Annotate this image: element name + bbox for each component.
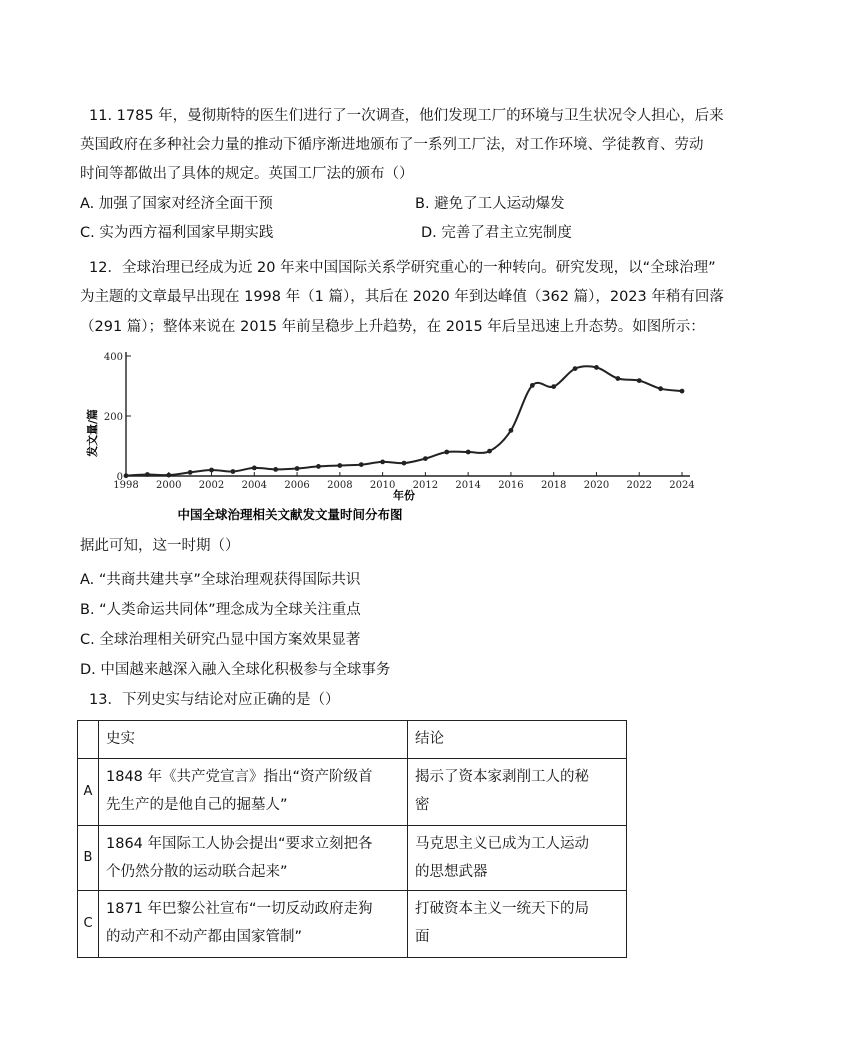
data-point [231, 469, 236, 474]
q12-stem-line-1: 12．全球治理已经成为近 20 年来中国国际关系学研究重心的一种转向。研究发现，以“全球治理” [89, 260, 716, 276]
conclusion-line: 马克思主义已成为工人运动 [415, 836, 589, 852]
x-tick-label: 2022 [626, 480, 652, 491]
data-point [573, 366, 578, 371]
q11-stem-line-3: 时间等都做出了具体的规定。英国工厂法的颁布（） [80, 166, 414, 182]
y-tick-label: 200 [103, 412, 123, 423]
q13-stem: 13．下列史实与结论对应正确的是（） [89, 692, 340, 708]
x-tick-label: 2014 [455, 480, 481, 491]
fact-line: 先生产的是他自己的掘墓人” [106, 797, 288, 813]
fact-line: 个仍然分散的运动联合起来” [106, 864, 288, 880]
data-point [594, 365, 599, 370]
q13-table [77, 720, 627, 958]
data-point [316, 464, 321, 469]
data-point [359, 462, 364, 467]
x-tick-label: 2020 [583, 480, 610, 491]
x-tick-label: 2004 [241, 480, 268, 491]
y-tick-label: 0 [116, 472, 123, 483]
data-point [444, 450, 449, 455]
q12-question-prompt: 据此可知，这一时期（） [80, 538, 240, 554]
fact-cell [99, 759, 408, 826]
conclusion-cell [408, 826, 627, 891]
x-tick-label: 2006 [284, 480, 310, 491]
q11-stem-line-1: 11. 1785 年，曼彻斯特的医生们进行了一次调查，他们发现工厂的环境与卫生状况令人担心，后来 [89, 108, 724, 124]
q12-option-c: C. 全球治理相关研究凸显中国方案效果显著 [80, 632, 361, 648]
row-label: C [78, 891, 99, 958]
x-tick-label: 2002 [198, 480, 225, 491]
x-axis-label: 年份 [393, 489, 415, 502]
fact-cell [99, 826, 408, 891]
x-tick-label: 2016 [498, 480, 524, 491]
header-label-cell [78, 721, 99, 759]
data-point [509, 428, 514, 433]
fact-line: 的动产和不动产都由国家管制” [106, 929, 303, 945]
data-point [466, 450, 471, 455]
data-points [124, 365, 685, 478]
q11-option-b: B. 避免了工人运动爆发 [415, 196, 565, 212]
data-point [124, 473, 129, 478]
y-axis-label: 发文量/篇 [86, 408, 99, 458]
x-tick-label: 2018 [540, 480, 567, 491]
conclusion-line: 密 [415, 797, 430, 813]
q11-option-d: D. 完善了君主立宪制度 [421, 225, 572, 241]
fact-line: 1871 年巴黎公社宣布“一切反动政府走狗 [106, 901, 373, 917]
data-point [166, 473, 171, 478]
q12-stem-line-3: （291 篇）；整体来说在 2015 年前呈稳步上升趋势，在 2015 年后呈迅速上升态势。如图所示： [80, 319, 705, 335]
x-tick-label: 2000 [156, 480, 182, 491]
x-tick-label: 2012 [412, 480, 439, 491]
data-point [487, 449, 492, 454]
data-point [252, 466, 257, 471]
header-conclusion: 结论 [408, 721, 627, 759]
q12-option-d: D. 中国越来越深入融入全球化积极参与全球事务 [80, 662, 391, 678]
table-header-row [78, 721, 627, 759]
q12-option-b: B. “人类命运共同体”理念成为全球关注重点 [80, 602, 361, 618]
data-point [615, 376, 620, 381]
data-point [551, 384, 556, 389]
fact-cell [99, 891, 408, 958]
data-point [423, 456, 428, 461]
table-row [78, 826, 627, 891]
x-tick-label: 2024 [669, 480, 695, 491]
data-point [337, 463, 342, 468]
data-point [273, 467, 278, 472]
x-tick-label: 2008 [327, 480, 353, 491]
conclusion-line: 打破资本主义一统天下的局 [415, 901, 589, 917]
row-label: A [78, 759, 99, 826]
conclusion-cell [408, 891, 627, 958]
data-point [658, 386, 663, 391]
header-fact: 史实 [99, 721, 408, 759]
data-point [530, 383, 535, 388]
q11-stem-line-2: 英国政府在多种社会力量的推动下循序渐进地颁布了一系列工厂法，对工作环境、学徒教育、劳动 [80, 137, 704, 153]
conclusion-line: 面 [415, 929, 430, 945]
x-tick-label: 2010 [369, 480, 396, 491]
data-point [680, 389, 685, 394]
data-point [188, 470, 193, 475]
q11-option-c: C. 实为西方福利国家早期实践 [80, 225, 274, 241]
y-tick-label: 400 [103, 352, 123, 363]
publication-count-line-chart [78, 348, 718, 528]
q11-option-a: A. 加强了国家对经济全面干预 [80, 196, 273, 212]
fact-line: 1848 年《共产党宣言》指出“资产阶级首 [106, 769, 373, 785]
data-point [402, 461, 407, 466]
chart-title: 中国全球治理相关文献发文量时间分布图 [177, 507, 403, 522]
row-label: B [78, 826, 99, 891]
conclusion-line: 的思想武器 [415, 864, 488, 880]
x-tick-label: 1998 [113, 480, 139, 491]
table-row [78, 759, 627, 826]
q12-stem-line-2: 为主题的文章最早出现在 1998 年（1 篇），其后在 2020 年到达峰值（362 篇），2023 年稍有回落 [80, 289, 724, 305]
conclusion-cell [408, 759, 627, 826]
data-point [295, 466, 300, 471]
data-point [145, 472, 150, 477]
data-point [637, 378, 642, 383]
table-row [78, 891, 627, 958]
conclusion-line: 揭示了资本家剥削工人的秘 [415, 769, 589, 785]
data-point [209, 468, 214, 473]
series-line [126, 366, 682, 476]
q12-option-a: A. “共商共建共享”全球治理观获得国际共识 [80, 572, 361, 588]
fact-line: 1864 年国际工人协会提出“要求立刻把各 [106, 836, 373, 852]
data-point [380, 460, 385, 465]
